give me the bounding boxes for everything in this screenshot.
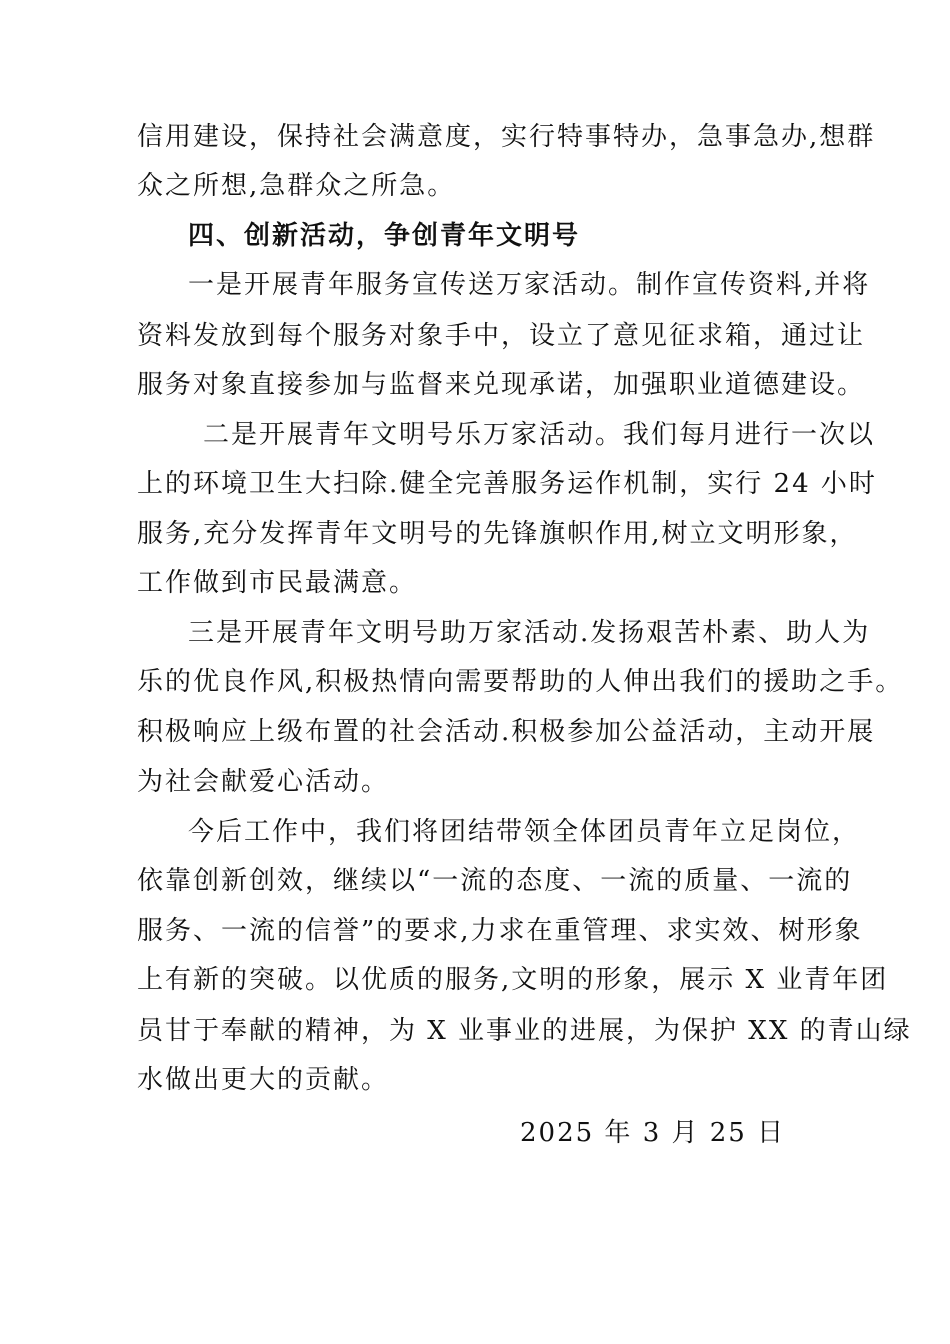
paragraph-line: 信用建设，保持社会满意度，实行特事特办，急事急办,想群: [137, 122, 876, 152]
paragraph-line: 乐的优良作风,积极热情向需要帮助的人伸出我们的援助之手。: [137, 667, 904, 697]
document-date: 2025 年 3 月 25 日: [520, 1118, 786, 1148]
paragraph-line: 二是开展青年文明号乐万家活动。我们每月进行一次以: [203, 420, 876, 450]
paragraph-line: 依靠创新创效，继续以“一流的态度、一流的质量、一流的: [137, 866, 853, 896]
paragraph-line: 积极响应上级布置的社会活动.积极参加公益活动，主动开展: [137, 717, 876, 747]
paragraph-line: 为社会献爱心活动。: [137, 767, 390, 797]
section-heading: 四、创新活动，争创青年文明号: [188, 221, 581, 251]
paragraph-line: 工作做到市民最满意。: [137, 568, 418, 598]
paragraph-line: 上有新的突破。以优质的服务,文明的形象，展示 X 业青年团: [137, 965, 889, 995]
paragraph-line: 一是开展青年服务宣传送万家活动。制作宣传资料,并将: [188, 270, 871, 300]
paragraph-line: 资料发放到每个服务对象手中，设立了意见征求箱，通过让: [137, 321, 866, 351]
paragraph-line: 服务、一流的信誉”的要求,力求在重管理、求实效、树形象: [137, 916, 863, 946]
paragraph-line: 水做出更大的贡献。: [137, 1065, 390, 1095]
paragraph-line: 众之所想,急群众之所急。: [137, 171, 456, 201]
paragraph-line: 员甘于奉献的精神，为 X 业事业的进展，为保护 XX 的青山绿: [137, 1016, 912, 1046]
paragraph-line: 服务,充分发挥青年文明号的先锋旗帜作用,树立文明形象，: [137, 519, 858, 549]
paragraph-line: 三是开展青年文明号助万家活动.发扬艰苦朴素、助人为: [188, 618, 871, 648]
paragraph-line: 上的环境卫生大扫除.健全完善服务运作机制，实行 24 小时: [137, 469, 877, 499]
paragraph-line: 今后工作中，我们将团结带领全体团员青年立足岗位，: [188, 817, 861, 847]
paragraph-line: 服务对象直接参加与监督来兑现承诺，加强职业道德建设。: [137, 370, 866, 400]
